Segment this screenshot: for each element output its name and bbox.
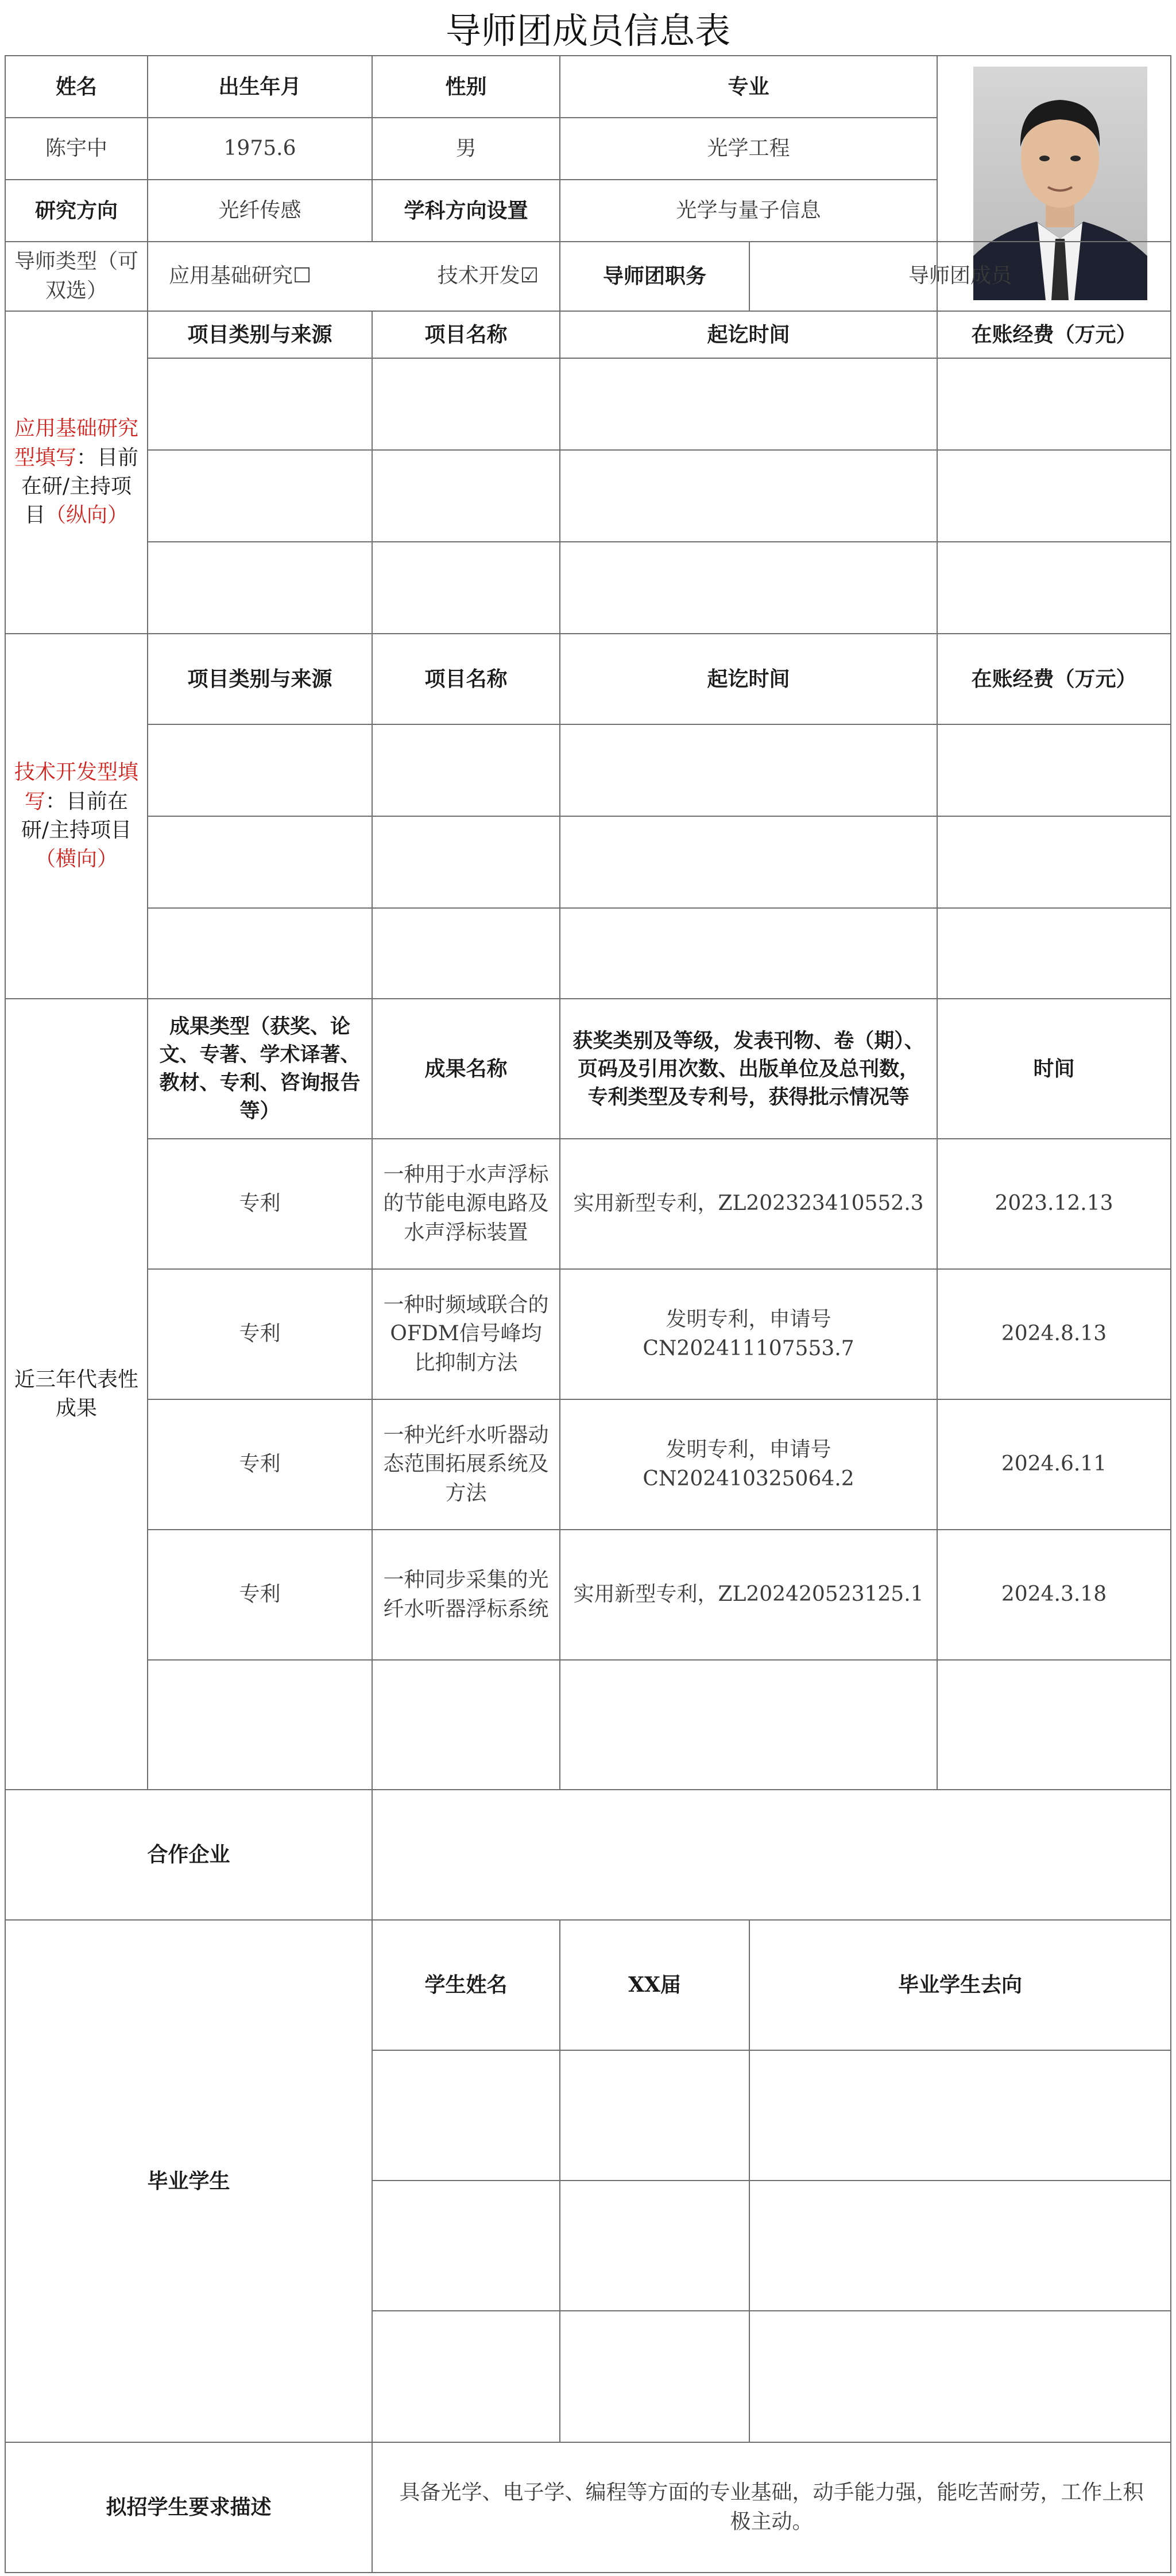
applied-row-1-c3[interactable] bbox=[559, 358, 938, 451]
achievement-row-3-type: 专利 bbox=[147, 1399, 373, 1530]
achievements-col-date: 时间 bbox=[937, 998, 1171, 1139]
mentor-type-options bbox=[147, 241, 560, 312]
tech-row-2-c4[interactable] bbox=[937, 816, 1171, 909]
graduate-row-3-name[interactable] bbox=[372, 2310, 560, 2443]
tech-col-funds: 在账经费（万元） bbox=[937, 633, 1171, 725]
tech-row-1-c2[interactable] bbox=[372, 724, 560, 817]
achievement-row-5-date[interactable] bbox=[937, 1659, 1171, 1790]
tech-row-2-c3[interactable] bbox=[559, 816, 938, 909]
applied-row-3-c1[interactable] bbox=[147, 541, 373, 634]
type-option-applied[interactable]: 应用基础研究☐ bbox=[169, 264, 312, 288]
achievement-row-3-detail: 发明专利，申请号CN202410325064.2 bbox=[559, 1399, 938, 1530]
applied-row-1-c2[interactable] bbox=[372, 358, 560, 451]
graduate-row-3-destination[interactable] bbox=[749, 2310, 1171, 2443]
name-label: 姓名 bbox=[5, 55, 148, 118]
tech-row-3-c2[interactable] bbox=[372, 907, 560, 999]
graduates-col-year: XX届 bbox=[559, 1919, 750, 2051]
tech-col-name: 项目名称 bbox=[372, 633, 560, 725]
partner-label: 合作企业 bbox=[5, 1789, 373, 1921]
achievement-row-5-type[interactable] bbox=[147, 1659, 373, 1790]
applied-section-label: 应用基础研究型填写：目前在研/主持项目（纵向） bbox=[5, 311, 148, 634]
achievement-row-5-detail[interactable] bbox=[559, 1659, 938, 1790]
achievement-row-2-date: 2024.8.13 bbox=[937, 1268, 1171, 1400]
tech-row-2-c1[interactable] bbox=[147, 816, 373, 909]
applied-col-name: 项目名称 bbox=[372, 311, 560, 359]
mentor-type-label: 导师类型（可双选） bbox=[5, 241, 148, 312]
tech-col-source: 项目类别与来源 bbox=[147, 633, 373, 725]
graduate-row-1-year[interactable] bbox=[559, 2050, 750, 2181]
graduate-row-2-name[interactable] bbox=[372, 2180, 560, 2311]
applied-row-3-c3[interactable] bbox=[559, 541, 938, 634]
page-title: 导师团成员信息表 bbox=[445, 9, 730, 52]
tech-col-period: 起讫时间 bbox=[559, 633, 938, 725]
achievement-row-2-type: 专利 bbox=[147, 1268, 373, 1400]
achievement-row-4-name: 一种同步采集的光纤水听器浮标系统 bbox=[372, 1529, 560, 1661]
graduates-label: 毕业学生 bbox=[5, 1919, 373, 2443]
research-value: 光纤传感 bbox=[147, 179, 373, 242]
achievement-row-5-name[interactable] bbox=[372, 1659, 560, 1790]
applied-row-2-c3[interactable] bbox=[559, 449, 938, 542]
tech-row-3-c3[interactable] bbox=[559, 907, 938, 999]
achievement-row-4-type: 专利 bbox=[147, 1529, 373, 1661]
applied-col-period: 起讫时间 bbox=[559, 311, 938, 359]
tech-row-1-c4[interactable] bbox=[937, 724, 1171, 817]
birth-value: 1975.6 bbox=[147, 117, 373, 180]
achievement-row-4-detail: 实用新型专利，ZL202420523125.1 bbox=[559, 1529, 938, 1661]
achievement-row-4-date: 2024.3.18 bbox=[937, 1529, 1171, 1661]
achievement-row-1-detail: 实用新型专利，ZL202323410552.3 bbox=[559, 1138, 938, 1270]
achievement-row-1-name: 一种用于水声浮标的节能电源电路及水声浮标装置 bbox=[372, 1138, 560, 1270]
graduates-col-name: 学生姓名 bbox=[372, 1919, 560, 2051]
achievements-col-detail: 获奖类别及等级，发表刊物、卷（期）、页码及引用次数、出版单位及总刊数，专利类型及专利号，获得批示情况等 bbox=[559, 998, 938, 1139]
research-label: 研究方向 bbox=[5, 179, 148, 242]
achievement-row-1-type: 专利 bbox=[147, 1138, 373, 1270]
gender-value: 男 bbox=[372, 117, 560, 180]
applied-row-2-c2[interactable] bbox=[372, 449, 560, 542]
type-option-tech[interactable]: 技术开发☑ bbox=[437, 264, 539, 288]
achievement-row-3-date: 2024.6.11 bbox=[937, 1399, 1171, 1530]
graduate-row-2-destination[interactable] bbox=[749, 2180, 1171, 2311]
applied-row-2-c4[interactable] bbox=[937, 449, 1171, 542]
name-value: 陈宇中 bbox=[5, 117, 148, 180]
applied-col-funds: 在账经费（万元） bbox=[937, 311, 1171, 359]
tech-section-label: 技术开发型填写：目前在研/主持项目（横向） bbox=[5, 633, 148, 999]
achievement-row-2-name: 一种时频域联合的OFDM信号峰均比抑制方法 bbox=[372, 1268, 560, 1400]
partner-value[interactable] bbox=[372, 1789, 1171, 1921]
applied-row-1-c1[interactable] bbox=[147, 358, 373, 451]
role-label: 导师团职务 bbox=[559, 241, 750, 312]
achievement-row-1-date: 2023.12.13 bbox=[937, 1138, 1171, 1270]
birth-label: 出生年月 bbox=[147, 55, 373, 118]
tech-row-2-c2[interactable] bbox=[372, 816, 560, 909]
graduates-col-destination: 毕业学生去向 bbox=[749, 1919, 1171, 2051]
achievement-row-3-name: 一种光纤水听器动态范围拓展系统及方法 bbox=[372, 1399, 560, 1530]
achievements-col-type: 成果类型（获奖、论文、专著、学术译著、教材、专利、咨询报告等） bbox=[147, 998, 373, 1139]
tech-row-3-c1[interactable] bbox=[147, 907, 373, 999]
tech-row-3-c4[interactable] bbox=[937, 907, 1171, 999]
applied-row-3-c4[interactable] bbox=[937, 541, 1171, 634]
requirement-label: 拟招学生要求描述 bbox=[5, 2442, 373, 2573]
applied-row-3-c2[interactable] bbox=[372, 541, 560, 634]
applied-row-1-c4[interactable] bbox=[937, 358, 1171, 451]
discipline-value: 光学与量子信息 bbox=[559, 179, 938, 242]
requirement-text: 具备光学、电子学、编程等方面的专业基础，动手能力强，能吃苦耐劳，工作上积极主动。 bbox=[372, 2442, 1171, 2573]
graduate-row-2-year[interactable] bbox=[559, 2180, 750, 2311]
graduate-row-3-year[interactable] bbox=[559, 2310, 750, 2443]
applied-row-2-c1[interactable] bbox=[147, 449, 373, 542]
achievements-label: 近三年代表性成果 bbox=[5, 998, 148, 1790]
graduate-row-1-destination[interactable] bbox=[749, 2050, 1171, 2181]
role-value: 导师团成员 bbox=[749, 241, 1171, 312]
tech-row-1-c1[interactable] bbox=[147, 724, 373, 817]
major-label: 专业 bbox=[559, 55, 938, 118]
gender-label: 性别 bbox=[372, 55, 560, 118]
graduate-row-1-name[interactable] bbox=[372, 2050, 560, 2181]
applied-col-source: 项目类别与来源 bbox=[147, 311, 373, 359]
achievement-row-2-detail: 发明专利，申请号CN202411107553.7 bbox=[559, 1268, 938, 1400]
tech-row-1-c3[interactable] bbox=[559, 724, 938, 817]
discipline-label: 学科方向设置 bbox=[372, 179, 560, 242]
achievements-col-name: 成果名称 bbox=[372, 998, 560, 1139]
major-value: 光学工程 bbox=[559, 117, 938, 180]
